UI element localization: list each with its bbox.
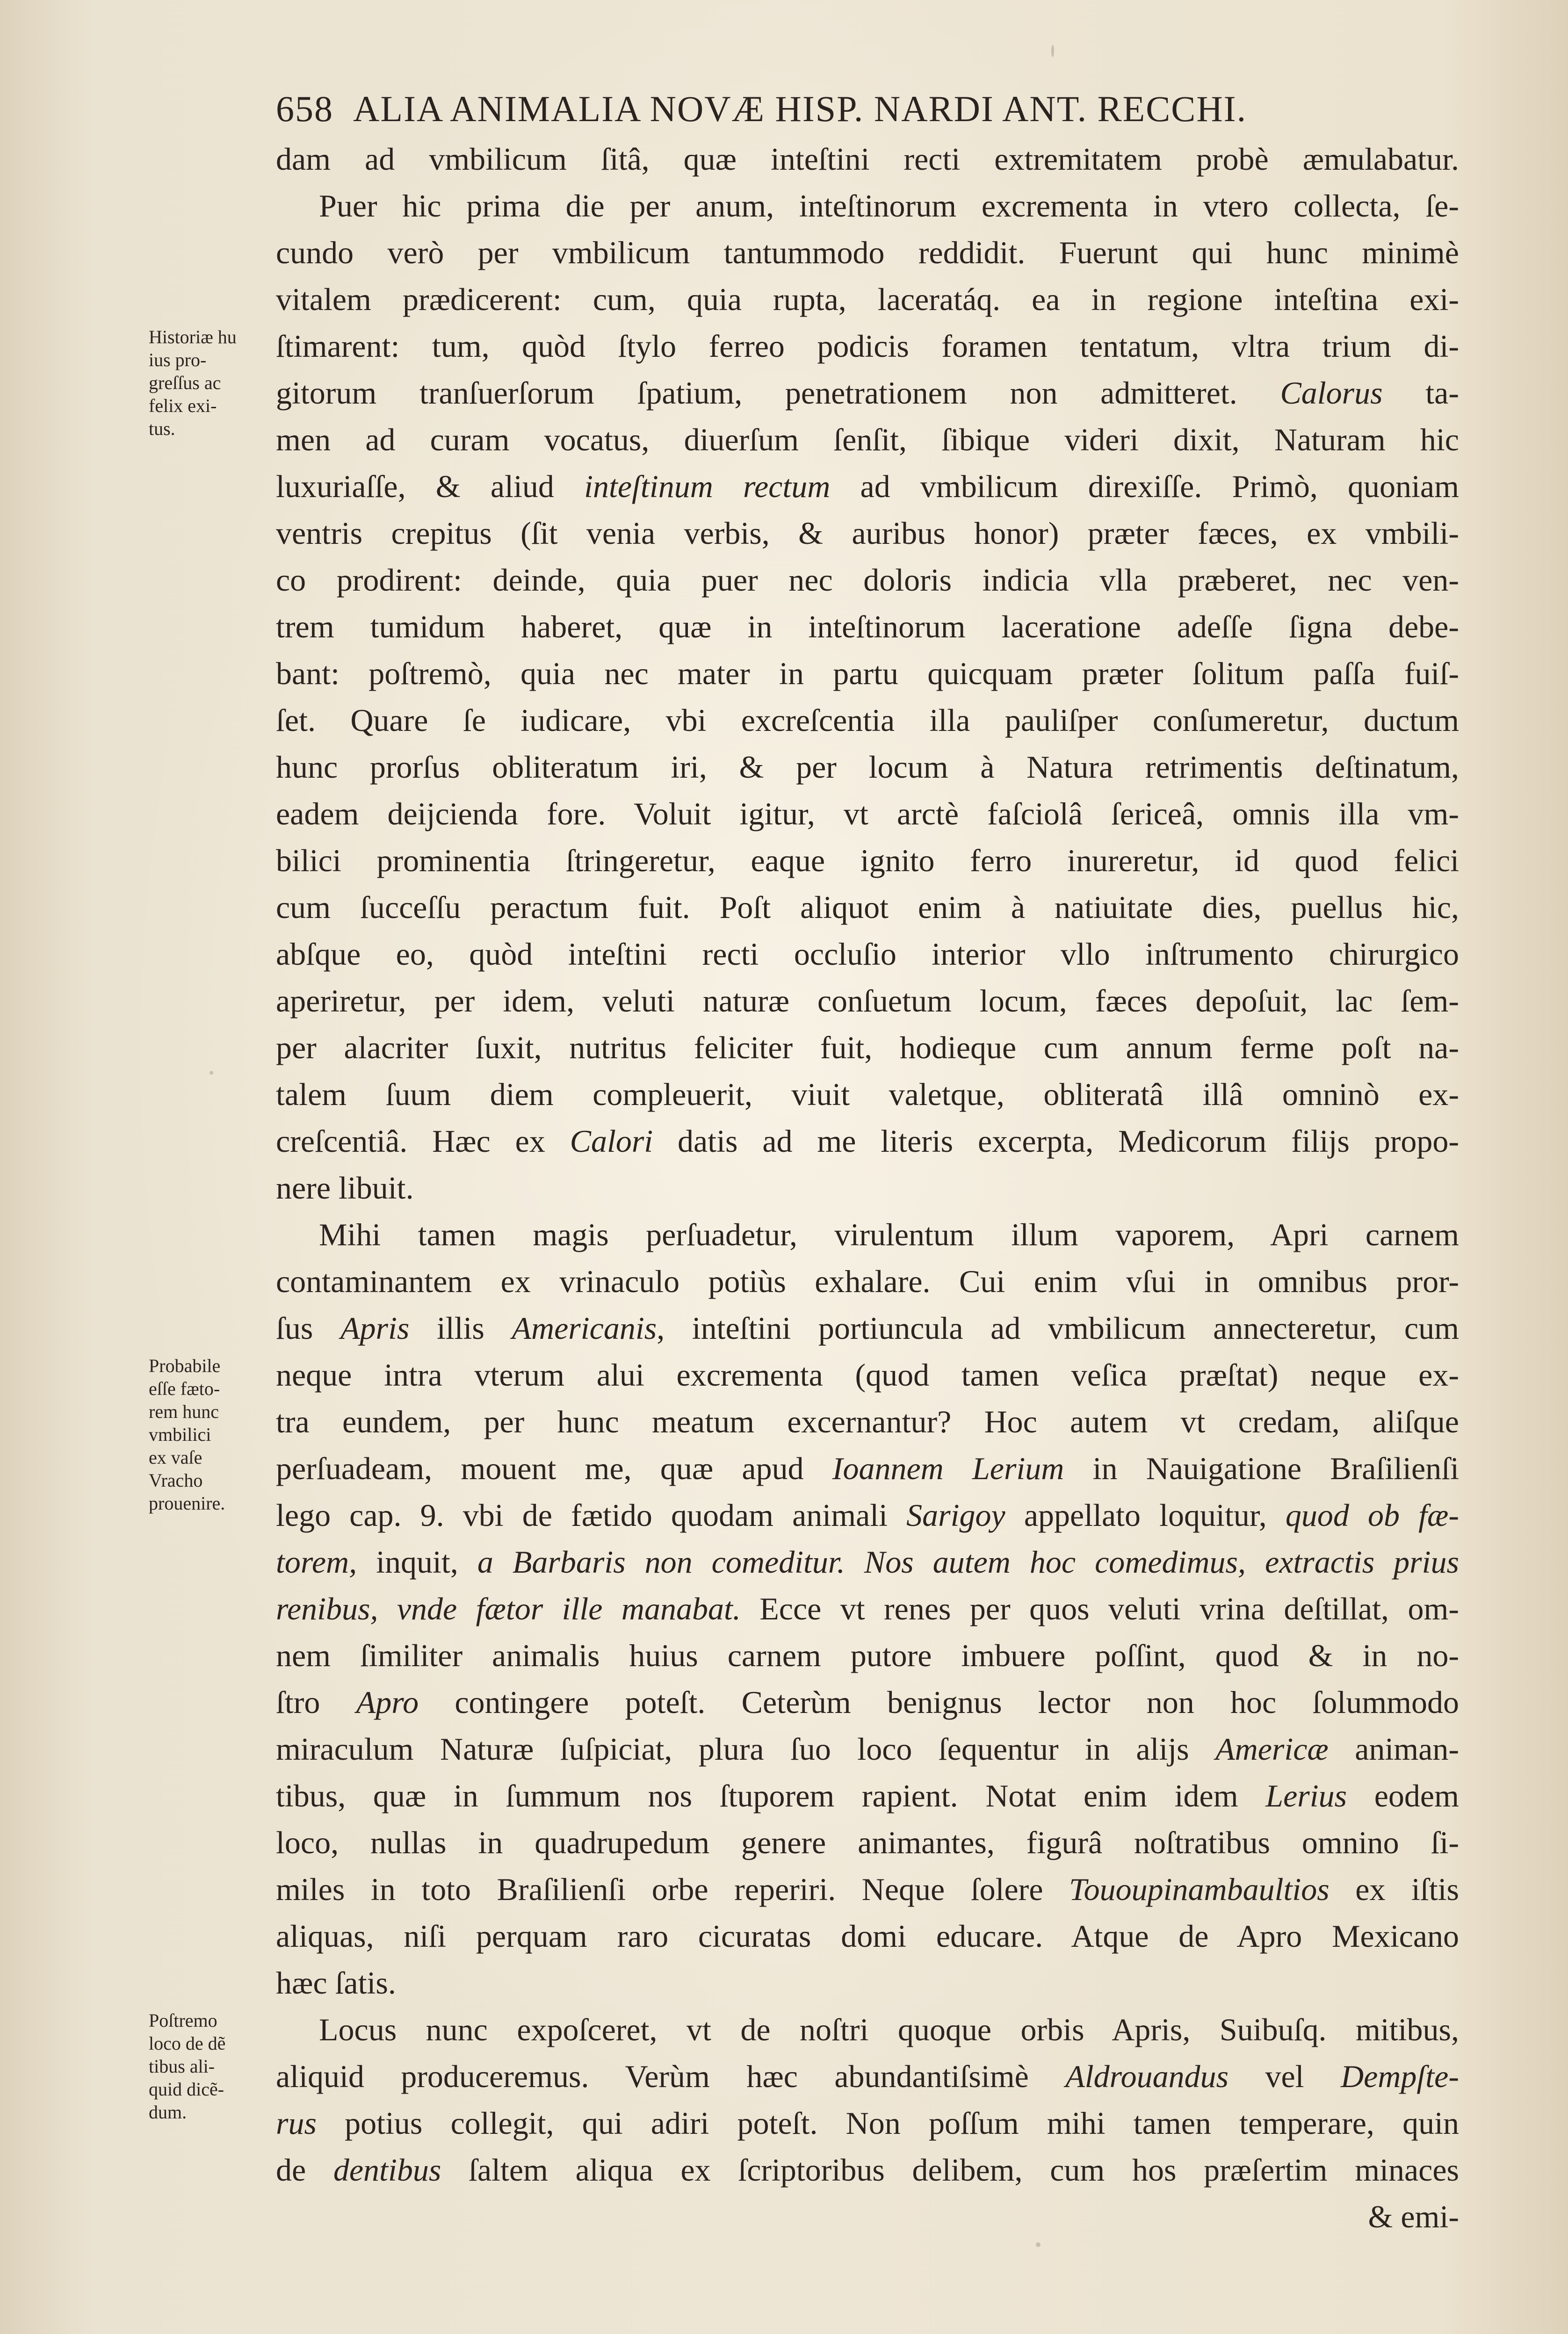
text-span: Puer hic prima die per anum, inteſtinorum excrementa in vtero collecta, ſe- [319,188,1459,224]
margin-note-historiae-progressus [149,325,266,440]
italic-text: Lerius [1265,1778,1347,1814]
text-span: , inteſtini portiuncula ad vmbilicum annecteretur, cum [657,1310,1459,1346]
italic-text: a Barbaris non comeditur. Nos autem hoc comedimus, extractis prius [477,1544,1459,1580]
text-line [276,744,1459,790]
text-span: Mihi tamen magis perſuadetur, virulentum illum vaporem, Apri carnem [319,1217,1459,1252]
main-text [276,136,1459,2240]
margin-note-probabile-foetorem [149,1354,266,1515]
text-line [276,1211,1459,1258]
text-span: ſet. Quare ſe iudicare, vbi excreſcentia illa pauliſper conſumeretur, ductum [276,702,1459,738]
margin-note-line: Vracho [149,1470,203,1491]
text-line [276,2006,1459,2053]
italic-text: rus [276,2105,317,2141]
margin-note-line: Historiæ hu [149,326,237,347]
text-line [276,1913,1459,1959]
text-span: loco, nullas in quadrupedum genere animantes, figurâ noſtratibus omnino ſi- [276,1825,1459,1860]
text-line [276,416,1459,463]
text-line [276,931,1459,977]
text-span: trem tumidum haberet, quæ in inteſtinorum laceratione adeſſe ſigna debe- [276,609,1459,644]
text-span: lego cap. 9. vbi de fætido quodam animali [276,1497,907,1533]
text-span: contingere poteſt. Ceterùm benignus lector non hoc ſolummodo [419,1684,1459,1720]
text-span: bant: poſtremò, quia nec mater in partu quicquam præter ſolitum paſſa fuiſ- [276,656,1459,691]
page-header [276,83,1454,135]
text-span: ſaltem aliqua ex ſcriptoribus delibem, cum hos præſertim minaces [441,2152,1459,2188]
italic-text: Apris [340,1310,410,1346]
text-line [276,1539,1459,1585]
italic-text: renibus, vnde fætor ille manabat. [276,1591,741,1626]
text-span: gitorum tranſuerſorum ſpatium, penetrationem non admitteret. [276,375,1280,411]
text-line [276,1445,1459,1492]
margin-note-line: tibus ali- [149,2056,215,2077]
text-line [276,510,1459,556]
text-span: hæc ſatis. [276,1965,396,2001]
text-line [276,1585,1459,1632]
text-line [276,323,1459,369]
italic-text: quod ob fæ- [1285,1497,1459,1533]
text-span: bilici prominentia ſtringeretur, eaque ignito ferro inureretur, id quod felici [276,843,1459,878]
paper-mark [1051,45,1054,57]
text-span: de [276,2152,333,2188]
text-line [276,1866,1459,1913]
text-span: eodem [1347,1778,1459,1814]
text-line [276,463,1459,510]
paper-mark [210,1071,213,1075]
text-span: neque intra vterum alui excrementa (quod tamen veſica præſtat) neque ex- [276,1357,1459,1393]
text-line [276,603,1459,650]
margin-note-line: ex vaſe [149,1447,202,1468]
text-span: aliquid produceremus. Verùm hæc abundantiſsimè [276,2059,1066,2094]
text-span: per alacriter ſuxit, nutritus feliciter fuit, hodieque cum annum ferme poſt na- [276,1030,1459,1065]
text-span: contaminantem ex vrinaculo potiùs exhalare. Cui enim vſui in omnibus pror- [276,1264,1459,1299]
text-span: ſus [276,1310,340,1346]
page-number: 658 [276,88,333,129]
text-span: aliquas, niſi perquam raro cicuratas domi educare. Atque de Apro Mexicano [276,1918,1459,1954]
text-span: men ad curam vocatus, diuerſum ſenſit, ſibique videri dixit, Naturam hic [276,422,1459,457]
margin-note-line: Probabile [149,1355,221,1376]
text-line [276,1492,1459,1539]
margin-note-line: vmbilici [149,1424,211,1445]
text-span: ta- [1382,375,1459,411]
text-line [276,837,1459,884]
text-line [276,182,1459,229]
text-span: cum ſucceſſu peractum fuit. Poſt aliquot enim à natiuitate dies, puellus hic, [276,889,1459,925]
italic-text: Ioannem Lerium [832,1451,1064,1486]
text-line [276,697,1459,744]
text-span: illis [409,1310,512,1346]
text-span: datis ad me literis excerpta, Medicorum filijs propo- [653,1123,1459,1159]
text-line [276,1071,1459,1118]
italic-text: torem, [276,1544,357,1580]
text-line [276,229,1459,276]
text-span: dam ad vmbilicum ſitâ, quæ inteſtini recti extremitatem probè æmulabatur. [276,141,1459,177]
text-span: appellato loquitur, [1005,1497,1286,1533]
text-span: & emi- [1368,2199,1459,2234]
text-span: nere libuit. [276,1170,414,1206]
text-span: nem ſimiliter animalis huius carnem putore imbuere poſſint, quod & in no- [276,1638,1459,1673]
paper-mark [1036,2242,1041,2247]
text-span: cundo verò per vmbilicum tantummodo reddidit. Fuerunt qui hunc minimè [276,235,1459,270]
text-line [276,1118,1459,1164]
italic-text: Calorus [1280,375,1383,411]
text-line [276,556,1459,603]
italic-text: Dempſte- [1340,2059,1459,2094]
margin-note-line: ius pro- [149,349,207,370]
text-span: animan- [1328,1731,1459,1767]
margin-note-line: rem hunc [149,1401,219,1422]
italic-text: Americæ [1215,1731,1329,1767]
text-line [276,884,1459,931]
text-line [276,1959,1459,2006]
margin-note-postremo-dentibus [149,2009,266,2124]
text-line [276,1258,1459,1305]
italic-text: Tououpinambaultios [1069,1872,1330,1907]
text-span: Locus nunc expoſceret, vt de noſtri quoque orbis Apris, Suibuſq. mitibus, [319,2012,1459,2047]
italic-text: Calori [570,1123,653,1159]
text-line [276,1164,1459,1211]
text-line [276,1819,1459,1866]
text-span: miles in toto Braſilienſi orbe reperiri. Neque ſolere [276,1872,1069,1907]
text-line [276,650,1459,697]
text-line [276,1398,1459,1445]
text-span: Ecce vt renes per quos veluti vrina deſtillat, om- [740,1591,1459,1626]
text-line [276,2100,1459,2146]
text-span: vitalem prædicerent: cum, quia rupta, laceratáq. ea in regione inteſtina exi- [276,282,1459,317]
text-span: ex iſtis [1329,1872,1459,1907]
italic-text: Apro [356,1684,419,1720]
margin-note-line: quid dicẽ- [149,2079,224,2100]
text-line [276,1772,1459,1819]
text-span: aperiretur, per idem, veluti naturæ conſuetum locum, fæces depoſuit, lac ſem- [276,983,1459,1019]
text-line [276,2053,1459,2100]
margin-note-line: loco de dẽ [149,2033,226,2054]
text-span: abſque eo, quòd inteſtini recti occluſio interior vllo inſtrumento chirurgico [276,936,1459,972]
text-span: ventris crepitus (ſit venia verbis, & auribus honor) præter fæces, ex vmbili- [276,515,1459,551]
margin-note-line: greſſus ac [149,372,221,393]
italic-text: Americanis [512,1310,657,1346]
text-line [276,790,1459,837]
text-line [276,1632,1459,1679]
text-line [276,276,1459,323]
margin-note-line: prouenire. [149,1493,225,1514]
text-span: ſtimarent: tum, quòd ſtylo ferreo podicis foramen tentatum, vltra trium di- [276,328,1459,364]
text-span: potius collegit, qui adiri poteſt. Non poſſum mihi tamen temperare, quin [316,2105,1459,2141]
italic-text: inteſtinum rectum [584,469,831,504]
text-span: tra eundem, per hunc meatum excernantur? Hoc autem vt credam, aliſque [276,1404,1459,1439]
italic-text: Sarigoy [906,1497,1005,1533]
margin-note-line: felix exi- [149,395,217,416]
text-line [276,2193,1459,2240]
margin-note-line: tus. [149,418,175,439]
margin-note-line: dum. [149,2102,187,2123]
text-span: co prodirent: deinde, quia puer nec doloris indicia vlla præberet, nec ven- [276,562,1459,598]
text-span: inquit, [357,1544,477,1580]
text-span: talem ſuum diem compleuerit, viuit valetque, obliteratâ illâ omninò ex- [276,1077,1459,1112]
text-line [276,1679,1459,1726]
text-span: miraculum Naturæ ſuſpiciat, plura ſuo loco ſequentur in alijs [276,1731,1216,1767]
italic-text: Aldrouandus [1065,2059,1229,2094]
text-span: ſtro [276,1684,356,1720]
text-line [276,1305,1459,1351]
text-span: perſuadeam, mouent me, quæ apud [276,1451,832,1486]
text-line [276,1726,1459,1772]
text-span: vel [1228,2059,1341,2094]
text-span: luxuriaſſe, & aliud [276,469,585,504]
text-line [276,369,1459,416]
text-line [276,977,1459,1024]
italic-text: dentibus [333,2152,441,2188]
text-line [276,1024,1459,1071]
margin-note-line: Poſtremo [149,2010,217,2031]
running-title: ALIA ANIMALIA NOVÆ HISP. NARDI ANT. RECCHI. [353,88,1247,129]
margin-note-line: eſſe fæto- [149,1378,220,1399]
text-span: hunc prorſus obliteratum iri, & per locum à Natura retrimentis deſtinatum, [276,749,1459,785]
text-line [276,2146,1459,2193]
text-line [276,136,1459,182]
text-line [276,1351,1459,1398]
text-span: in Nauigatione Braſilienſi [1064,1451,1459,1486]
text-span: creſcentiâ. Hæc ex [276,1123,570,1159]
text-span: ad vmbilicum direxiſſe. Primò, quoniam [830,469,1459,504]
text-span: tibus, quæ in ſummum nos ſtuporem rapient. Notat enim idem [276,1778,1266,1814]
text-span: eadem deijcienda fore. Voluit igitur, vt arctè faſciolâ ſericeâ, omnis illa vm- [276,796,1459,831]
